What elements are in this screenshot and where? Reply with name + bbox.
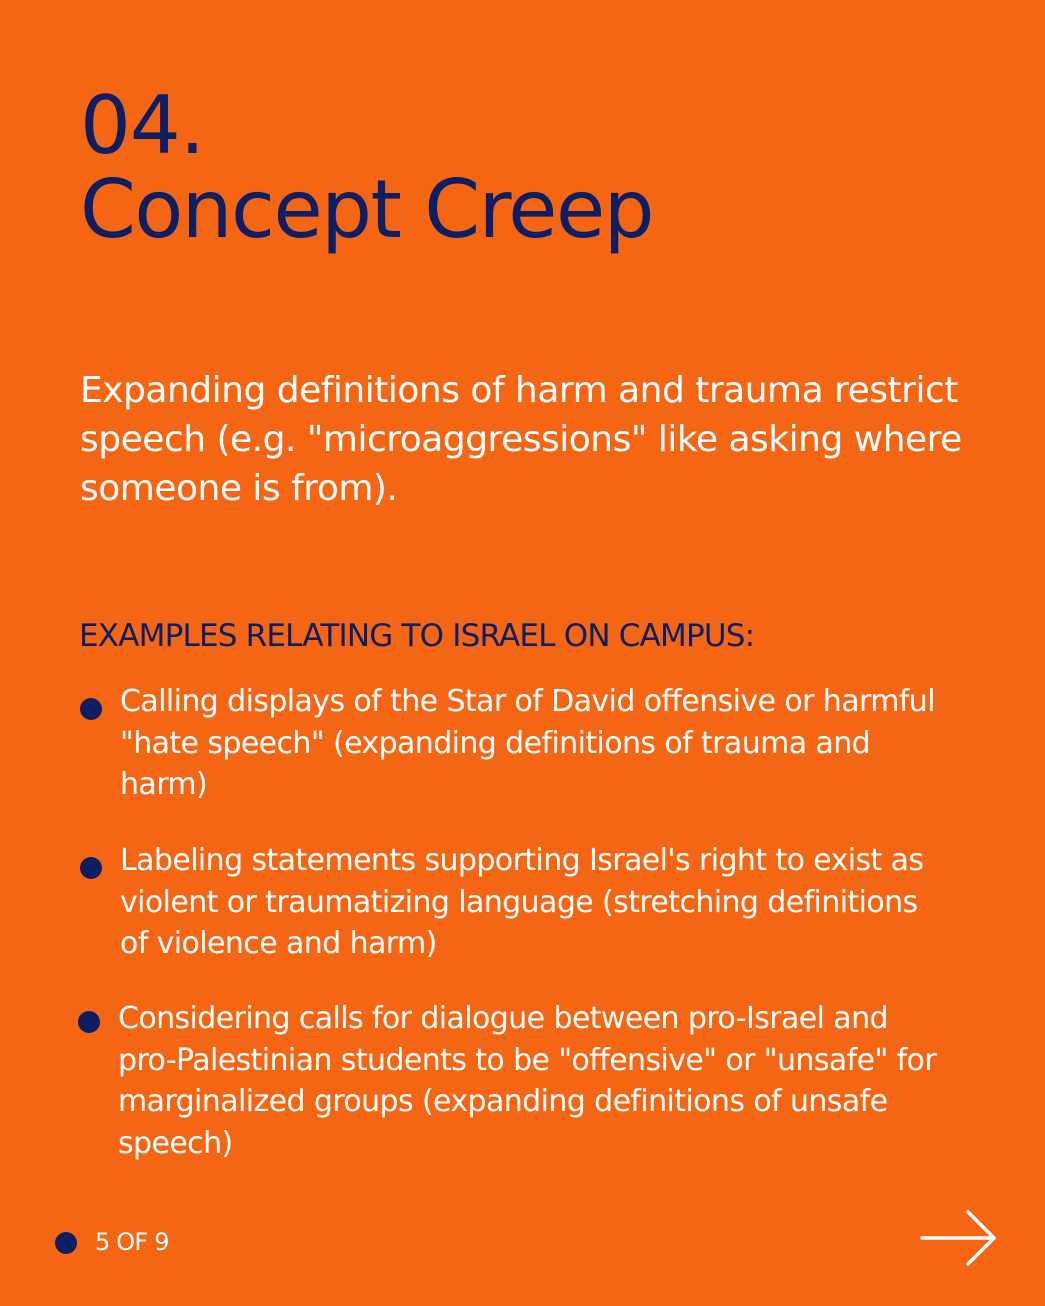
arrow-right-icon [918,1204,1002,1272]
page-indicator-label: 5 OF 9 [95,1228,169,1256]
slide-number: 04. [80,79,205,172]
page-dot-icon [55,1232,77,1254]
example-text: Labeling statements supporting Israel's right to exist as violent or traumatizing language (stretching definitions of violence and harm) [120,843,924,961]
slide-title: Concept Creep [80,163,653,256]
bullet-dot-icon [80,857,102,879]
next-slide-button[interactable] [918,1204,1002,1272]
example-text: Considering calls for dialogue between pro-Israel and pro-Palestinian students to be "offensive" or "unsafe" for marginalized groups (expanding definitions of unsafe speech) [118,1001,937,1161]
examples-heading: EXAMPLES RELATING TO ISRAEL ON CAMPUS: [79,618,755,654]
slide-description: Expanding definitions of harm and trauma restrict speech (e.g. "microaggressions" like asking where someone is from). [80,370,962,509]
bullet-dot-icon [80,698,102,720]
example-text: Calling displays of the Star of David offensive or harmful "hate speech" (expanding definitions of trauma and harm) [120,684,935,802]
bullet-dot-icon [78,1011,100,1033]
